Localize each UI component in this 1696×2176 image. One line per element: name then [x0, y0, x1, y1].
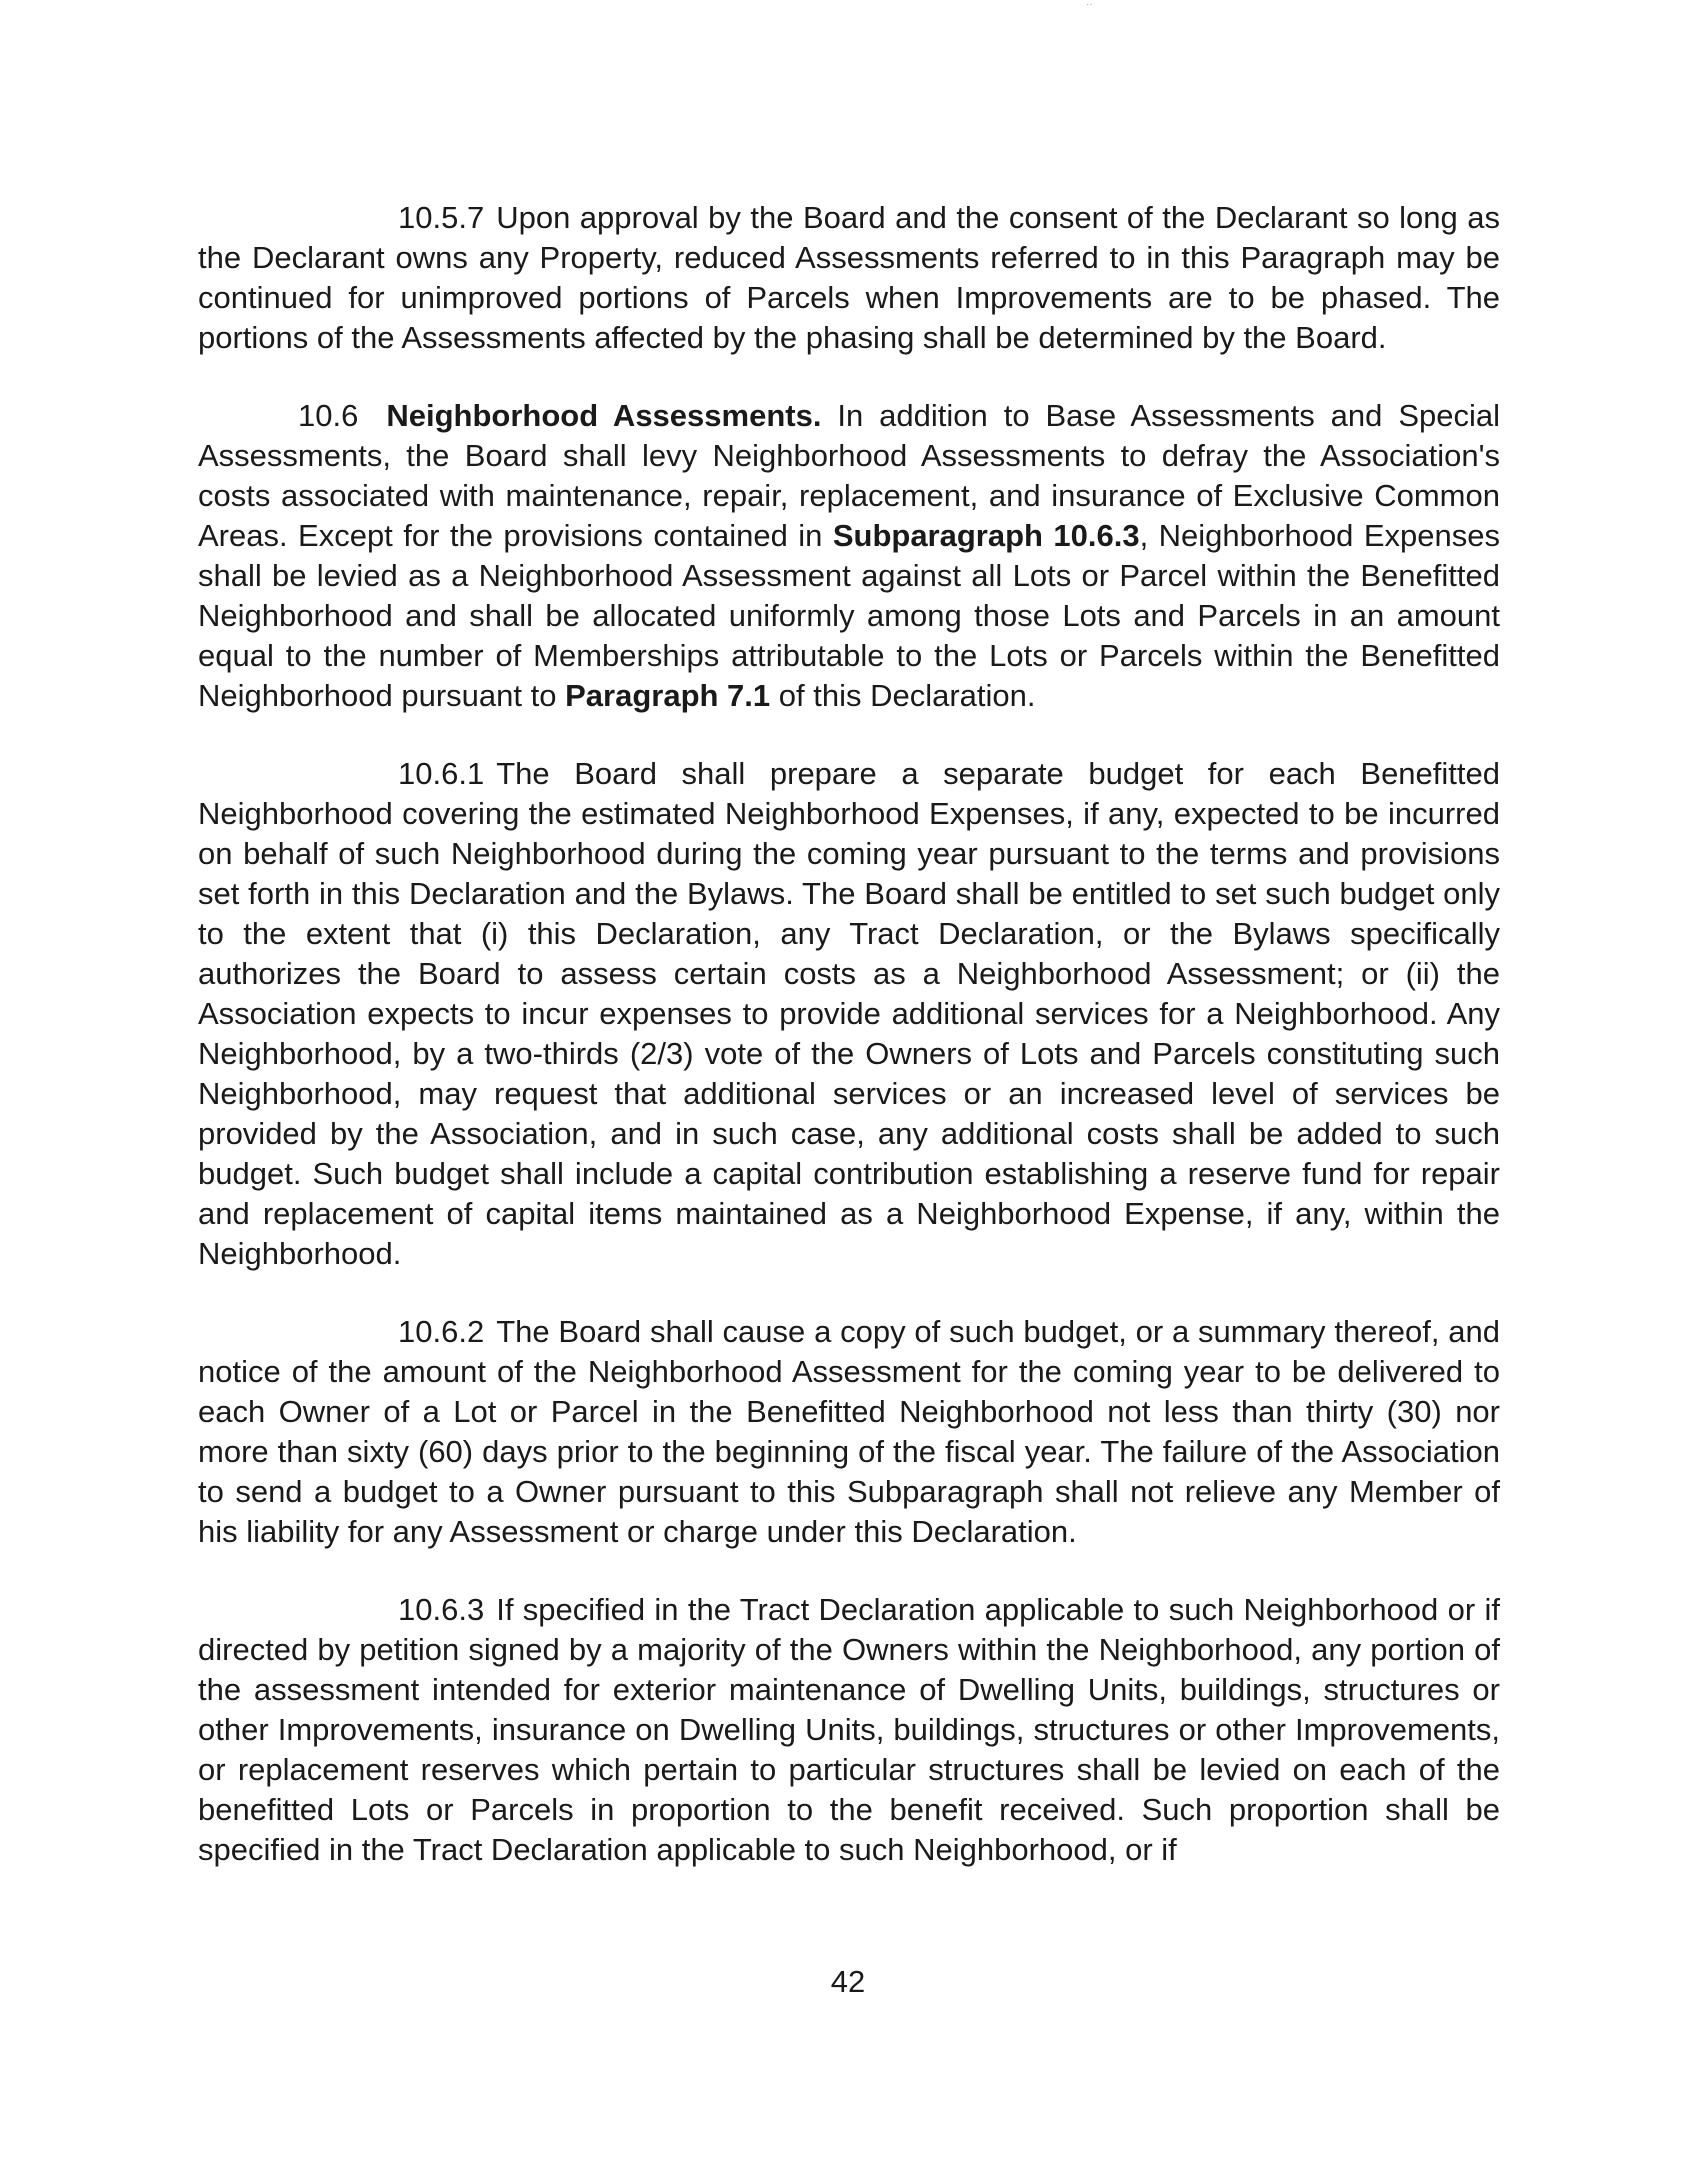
- section-number: 10.6.1: [398, 756, 485, 791]
- paragraph-text: of this Declaration.: [778, 678, 1036, 713]
- document-body: [198, 198, 1500, 1870]
- section-number: 10.5.7: [398, 200, 485, 235]
- section-number: 10.6: [298, 398, 359, 433]
- section-number: 10.6.3: [398, 1592, 485, 1627]
- paragraph-10-5-7: [198, 198, 1500, 358]
- paragraph-text: Upon approval by the Board and the consent of the Declarant so long as the Declarant owns any Property, reduced Assessments referred to in this Paragraph may be continued for unimproved portions of Parcels when Improvements are to be phased. The portions of the Assessments affected by the phasing shall be determined by the Board.: [198, 200, 1500, 355]
- section-number: 10.6.2: [398, 1314, 485, 1349]
- section-heading: Neighborhood Assessments.: [386, 398, 822, 433]
- paragraph-10-6: [198, 396, 1500, 716]
- paragraph-text: , Neighborhood Expenses shall be levied as a Neighborhood Assessment against all Lots or Parcel within the Benefitted Neighborhood and shall be allocated uniformly among those Lots and Parcels in an amount equal to the number of Memberships attributable to the Lots or Parcels within the Benefitted Neighborhood pursuant to: [198, 518, 1500, 713]
- paragraph-10-6-1: [198, 754, 1500, 1274]
- scan-artifact: ··: [1086, 0, 1093, 10]
- paragraph-10-6-3: [198, 1590, 1500, 1870]
- paragraph-text: If specified in the Tract Declaration applicable to such Neighborhood or if directed by petition signed by a majority of the Owners within the Neighborhood, any portion of the assessment intended for exterior maintenance of Dwelling Units, buildings, structures or other Improvements, insurance on Dwelling Units, buildings, structures or other Improvements, or replacement reserves which pertain to particular structures shall be levied on each of the benefitted Lots or Parcels in proportion to the benefit received. Such proportion shall be specified in the Tract Declaration applicable to such Neighborhood, or if: [198, 1592, 1500, 1867]
- paragraph-text: In addition to Base Assessments and Special Assessments, the Board shall levy Neighborhood Assessments to defray the Association's costs associated with maintenance, repair, replacement, and insurance of Exclusive Common Areas. Except for the provisions contained in: [198, 398, 1501, 553]
- cross-reference: Paragraph 7.1: [565, 678, 771, 713]
- cross-reference: Subparagraph 10.6.3: [832, 518, 1140, 553]
- page-number: 42: [830, 1964, 866, 1999]
- paragraph-text: The Board shall cause a copy of such budget, or a summary thereof, and notice of the amount of the Neighborhood Assessment for the coming year to be delivered to each Owner of a Lot or Parcel in the Benefitted Neighborhood not less than thirty (30) nor more than sixty (60) days prior to the beginning of the fiscal year. The failure of the Association to send a budget to a Owner pursuant to this Subparagraph shall not relieve any Member of his liability for any Assessment or charge under this Declaration.: [198, 1314, 1500, 1549]
- paragraph-10-6-2: [198, 1312, 1500, 1552]
- paragraph-text: The Board shall prepare a separate budget for each Benefitted Neighborhood covering the estimated Neighborhood Expenses, if any, expected to be incurred on behalf of such Neighborhood during the coming year pursuant to the terms and provisions set forth in this Declaration and the Bylaws. The Board shall be entitled to set such budget only to the extent that (i) this Declaration, any Tract Declaration, or the Bylaws specifically authorizes the Board to assess certain costs as a Neighborhood Assessment; or (ii) the Association expects to incur expenses to provide additional services for a Neighborhood. Any Neighborhood, by a two-thirds (2/3) vote of the Owners of Lots and Parcels constituting such Neighborhood, may request that additional services or an increased level of services be provided by the Association, and in such case, any additional costs shall be added to such budget. Such budget shall include a capital contribution establishing a reserve fund for repair and replacement of capital items maintained as a Neighborhood Expense, if any, within the Neighborhood.: [198, 756, 1500, 1271]
